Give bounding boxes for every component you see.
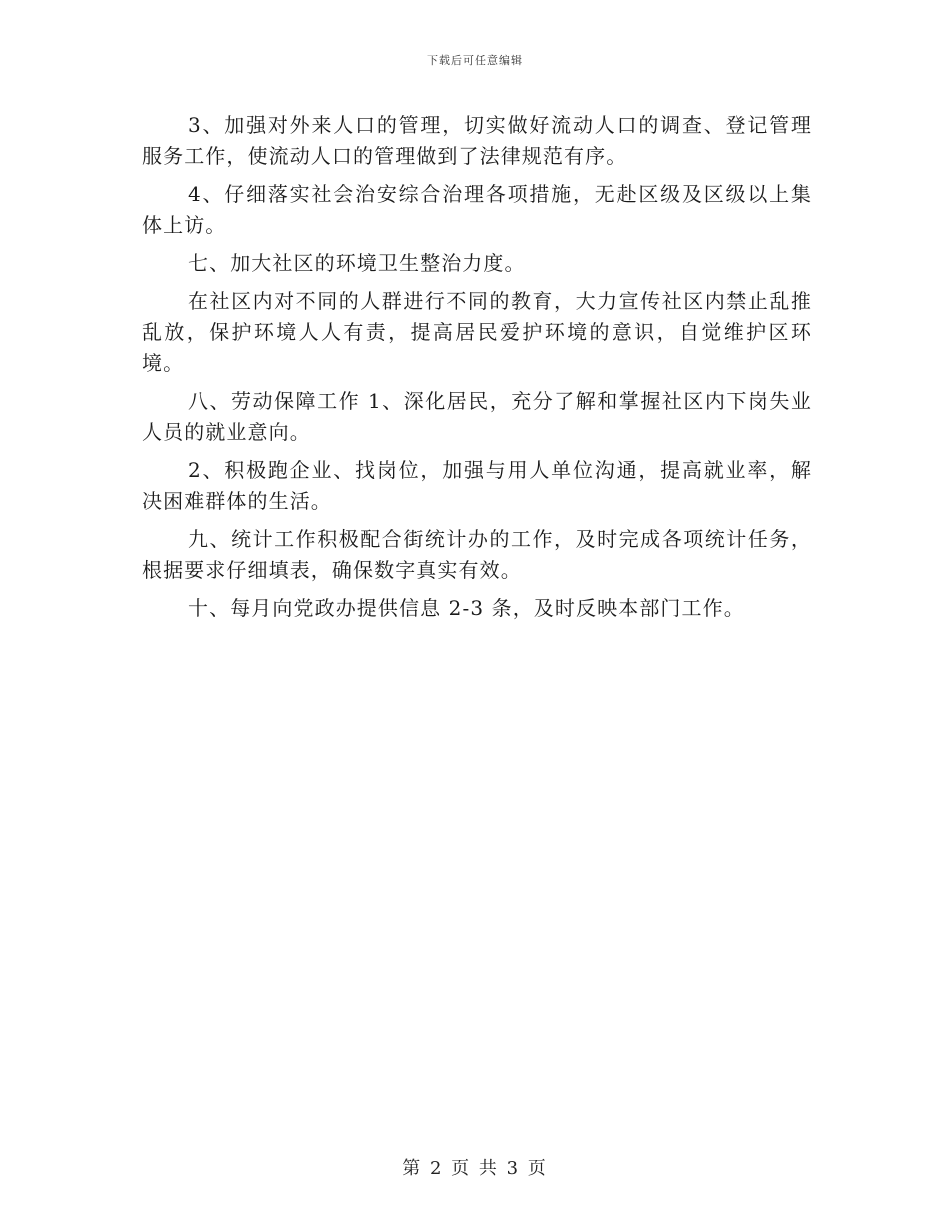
paragraph: 3、加强对外来人口的管理，切实做好流动人口的调查、登记管理服务工作，使流动人口的管理做到了法律规范有序。 — [142, 113, 812, 168]
document-body — [142, 110, 812, 631]
paragraph: 4、仔细落实社会治安综合治理各项措施，无赴区级及区级以上集体上访。 — [142, 182, 812, 237]
section-heading: 七、加大社区的环境卫生整治力度。 — [188, 251, 526, 275]
paragraph: 十、每月向党政办提供信息 2-3 条，及时反映本部门工作。 — [188, 596, 745, 620]
page-number-footer: 第 2 页 共 3 页 — [402, 1158, 548, 1179]
paragraph: 八、劳动保障工作 1、深化居民，充分了解和掌握社区内下岗失业人员的就业意向。 — [142, 389, 812, 444]
paragraph: 在社区内对不同的人群进行不同的教育，大力宣传社区内禁止乱推乱放，保护环境人人有责，提高居民爱护环境的意识，自觉维护区环境。 — [142, 289, 812, 375]
paragraph: 2、积极跑企业、找岗位，加强与用人单位沟通，提高就业率，解决困难群体的生活。 — [142, 458, 812, 513]
page-header: 下载后可任意编辑 — [427, 54, 523, 67]
paragraph: 九、统计工作积极配合街统计办的工作，及时完成各项统计任务，根据要求仔细填表，确保数字真实有效。 — [142, 527, 812, 582]
